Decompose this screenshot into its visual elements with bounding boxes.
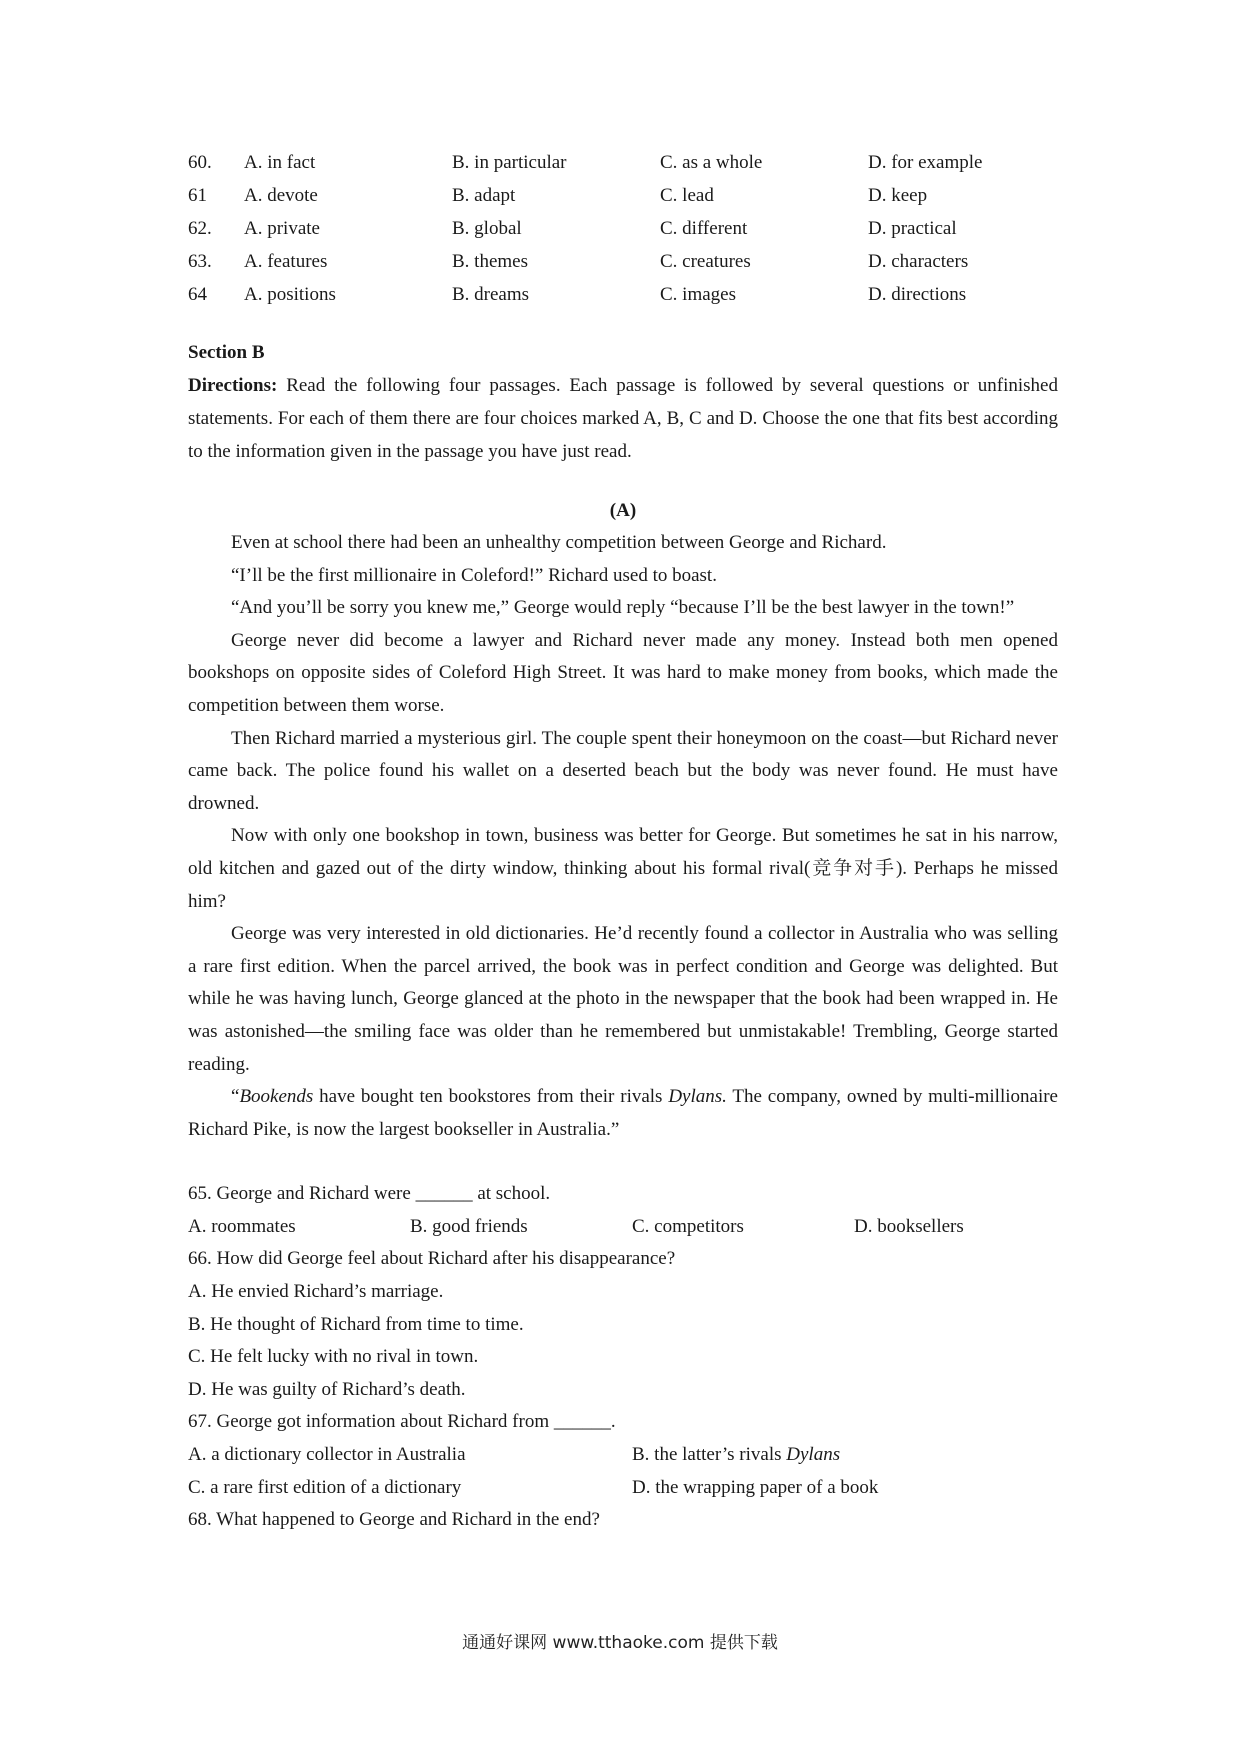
questions-block [188,1178,1058,1537]
choice-d: D. the wrapping paper of a book [632,1476,879,1498]
exam-page [188,152,1058,1537]
option-b: B. in particular [452,152,567,173]
option-c: C. as a whole [660,152,763,173]
paragraph-text: The company, owned by multi-millionaire Richard Pike, is now the largest bookseller in Australia.” [188,1086,1058,1140]
question-number: 60. [188,152,212,173]
choice-b [632,1439,840,1472]
passage-paragraph: Even at school there had been an unhealthy competition between George and Richard. [231,532,887,553]
company-name-dylans: Dylans. [668,1086,727,1108]
option-d: D. practical [868,218,957,239]
section-directions [188,369,1058,468]
directions-text: Read the following four passages. Each passage is followed by several questions or unfinished statements. For each of them there are four choices marked A, B, C and D. Choose the one that fits best according to the information given in the passage you have just read. [188,375,1058,462]
paragraph-text: have bought ten bookstores from their rivals [313,1086,669,1108]
option-d: D. directions [868,284,967,305]
option-b: B. global [452,218,522,239]
option-a: A. features [244,251,328,272]
option-row [188,185,1058,218]
quote-open: “ [231,1086,240,1108]
question-65-choices [188,1211,1058,1244]
question-number: 62. [188,218,212,239]
page-footer: 通通好课网 www.tthaoke.com 提供下载 [462,1633,778,1653]
passage-paragraph: “I’ll be the first millionaire in Coleford!” Richard used to boast. [231,564,717,586]
passage-paragraph: George was very interested in old dictionaries. He’d recently found a collector in Australia who was selling a rare first edition. When the parcel arrived, the book was in perfect condition and George was delighted. But while he was having lunch, George glanced at the photo in the newspaper that the book had been wrapped in. He was astonished—the smiling face was older than he remembered but unmistakable! Trembling, George started reading. [188,923,1058,1075]
passage-paragraph: George never did become a lawyer and Richard never made any money. Instead both men opened bookshops on opposite sides of Coleford High Street. It was hard to make money from books, which made the competition between them worse. [188,629,1058,716]
company-name-dylans: Dylans [786,1444,841,1466]
choice-a: A. roommates [188,1215,296,1237]
choice-d: D. booksellers [854,1215,964,1237]
option-c: C. different [660,218,748,239]
question-67-choices-ab [188,1439,1058,1472]
option-a: A. devote [244,185,318,206]
option-c: C. images [660,284,736,305]
choice-d: D. He was guilty of Richard’s death. [188,1378,466,1400]
question-67: 67. George got information about Richard from ______. [188,1411,616,1433]
option-d: D. characters [868,251,969,272]
directions-label: Directions: [188,375,278,396]
section-title: Section B [188,342,265,363]
question-65: 65. George and Richard were ______ at school. [188,1183,551,1205]
option-c: C. lead [660,185,714,206]
passage-paragraph: Then Richard married a mysterious girl. The couple spent their honeymoon on the coast—but Richard never came back. The police found his wallet on a deserted beach but the body was never found. He must have drowned. [188,727,1058,814]
option-a: A. positions [244,284,336,305]
choice-c: C. a rare first edition of a dictionary [188,1476,462,1498]
question-number: 64 [188,284,207,305]
question-68: 68. What happened to George and Richard in the end? [188,1509,600,1531]
option-c: C. creatures [660,251,751,272]
option-a: A. in fact [244,152,316,173]
option-d: D. keep [868,185,928,206]
option-row [188,218,1058,251]
choice-b-text: B. the latter’s rivals [632,1444,787,1466]
passage-paragraph: “And you’ll be sorry you knew me,” George would reply “because I’ll be the best lawyer in the town!” [231,597,1015,619]
choice-c: C. competitors [632,1215,744,1237]
option-a: A. private [244,218,320,239]
option-b: B. adapt [452,185,516,206]
question-number: 63. [188,251,212,272]
choice-b: B. good friends [410,1215,528,1237]
option-b: B. themes [452,251,528,272]
company-name-bookends: Bookends [239,1086,314,1108]
choice-a: A. a dictionary collector in Australia [188,1444,466,1466]
question-67-choices-cd [188,1472,1058,1505]
cloze-options-table [188,152,1058,317]
option-d: D. for example [868,152,983,173]
option-row [188,152,1058,185]
passage-paragraph-final [188,1081,1058,1146]
choice-a: A. He envied Richard’s marriage. [188,1281,444,1303]
option-b: B. dreams [452,284,530,305]
passage-title: (A) [609,500,637,521]
passage-paragraph: Now with only one bookshop in town, business was better for George. But sometimes he sat in his narrow, old kitchen and gazed out of the dirty window, thinking about his formal rival(竞争对手). Perhaps he missed him? [188,825,1058,912]
choice-c: C. He felt lucky with no rival in town. [188,1346,479,1368]
question-66: 66. How did George feel about Richard after his disappearance? [188,1248,676,1270]
question-number: 61 [188,185,207,206]
option-row [188,251,1058,284]
option-row [188,284,1058,317]
choice-b: B. He thought of Richard from time to time. [188,1313,524,1335]
